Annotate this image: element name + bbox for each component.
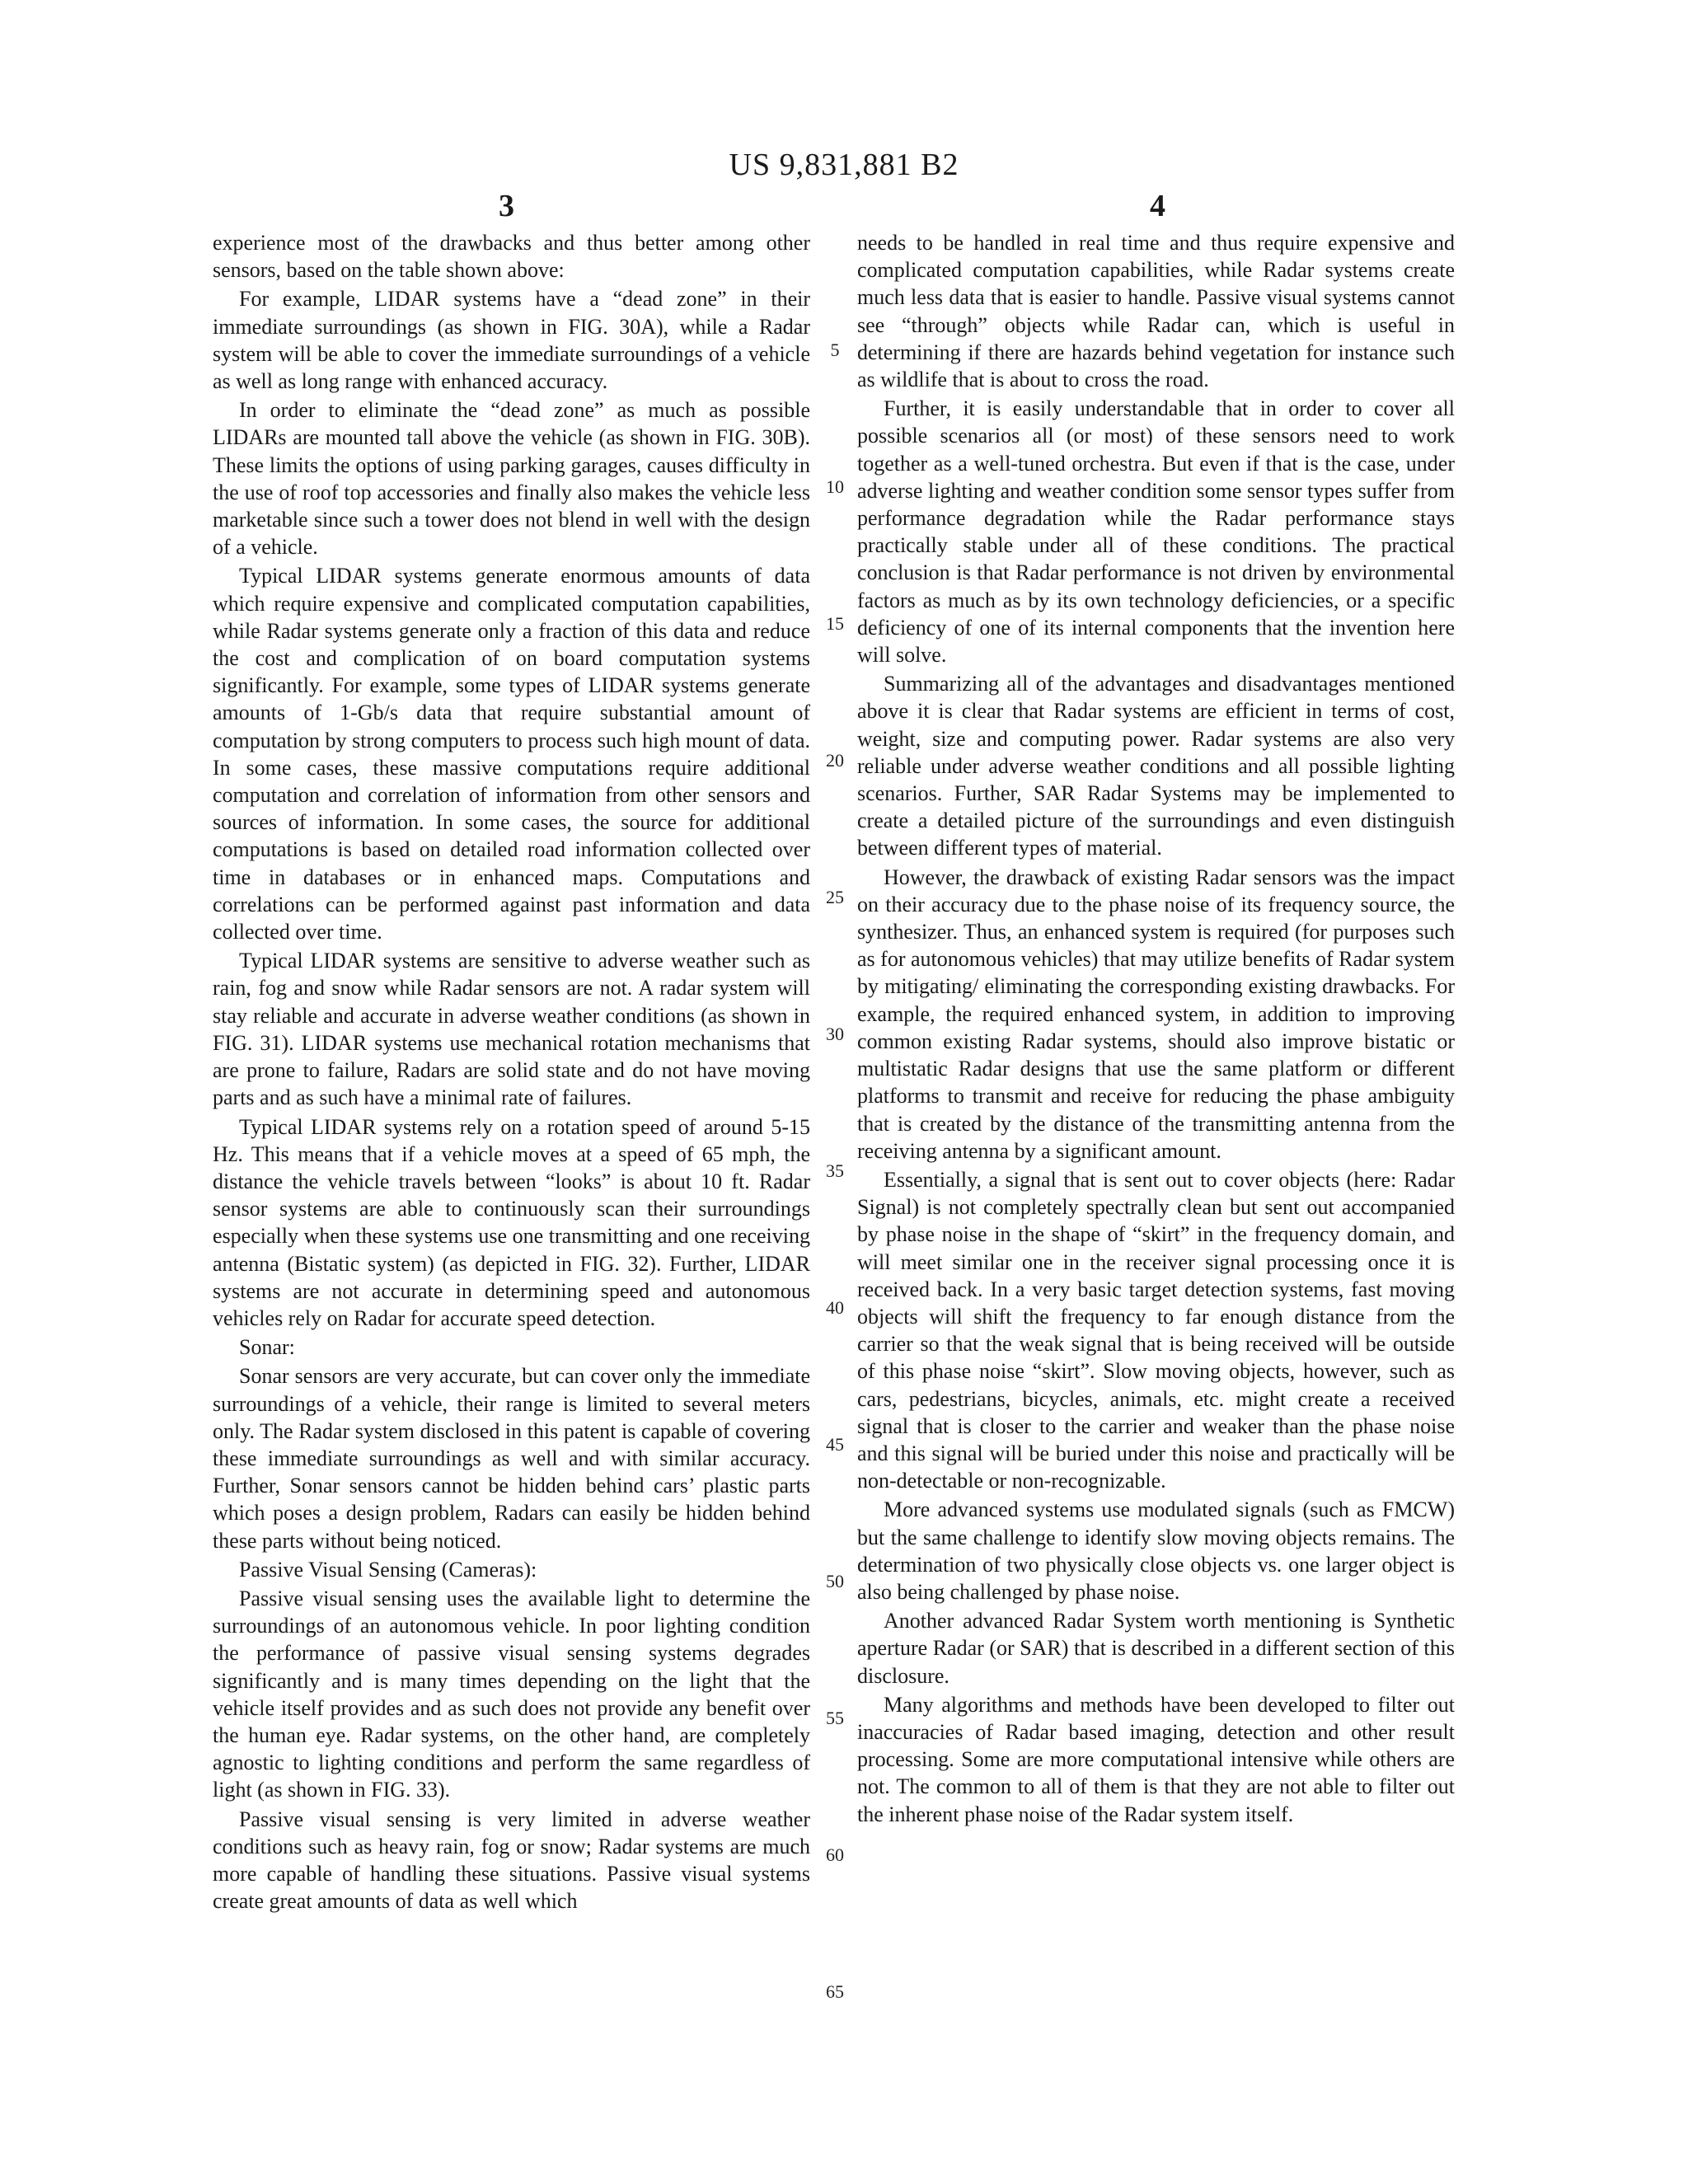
paragraph: More advanced systems use modulated signals (such as FMCW) but the same challenge to identify slow moving objects remains. The determination of two physically close objects vs. one larger object is also being challenged by phase noise. xyxy=(857,1497,1455,1604)
line-number: 30 xyxy=(826,1024,844,1044)
line-number: 40 xyxy=(826,1297,844,1318)
paragraph: In order to eliminate the “dead zone” as much as possible LIDARs are mounted tall above the vehicle (as shown in FIG. 30B). These limits the options of using parking garages, causes difficulty in the use of roof top accessories and finally also makes the vehicle less marketable since such a tower does not blend in well with the design of a vehicle. xyxy=(213,398,810,560)
line-number: 20 xyxy=(826,750,844,771)
paragraph: Sonar sensors are very accurate, but can cover only the immediate surroundings of a vehicle, their range is limited to several meters only. The Radar system disclosed in this patent is capable of covering these immediate surroundings as well and with similar accuracy. Further, Sonar sensors cannot be hidden behind cars’ plastic parts which poses a design problem, Radars can easily be hidden behind these parts without being noticed. xyxy=(213,1364,810,1553)
paragraph: Another advanced Radar System worth mentioning is Synthetic aperture Radar (or SAR) that is described in a different section of this disclosure. xyxy=(857,1609,1455,1688)
line-number: 65 xyxy=(826,1981,844,2002)
paragraph: needs to be handled in real time and thus require expensive and complicated computation capabilities, while Radar systems create much less data that is easier to handle. Passive visual systems cannot see “through” objects while Radar can, which is useful in determining if there are hazards behind vegetation for instance such as wildlife that is about to cross the road. xyxy=(857,231,1455,392)
line-number: 45 xyxy=(826,1434,844,1455)
paragraph: Essentially, a signal that is sent out to cover objects (here: Radar Signal) is not completely spectrally clean but sent out accompanied by phase noise in the shape of “skirt” in the frequency domain, and will meet similar one in the receiver signal processing once it is received back. In a very basic target detection systems, fast moving objects will shift the frequency to far enough distance from the carrier so that the weak signal that is being received will be outside of this phase noise “skirt”. Slow moving objects, however, such as cars, pedestrians, bicycles, animals, etc. might create a received signal that is closer to the carrier and weaker than the phase noise and this signal will be buried under this noise and practically will be non-detectable or non-recognizable. xyxy=(857,1167,1455,1493)
paragraph: Summarizing all of the advantages and disadvantages mentioned above it is clear that Radar systems are efficient in terms of cost, weight, size and computing power. Radar systems are also very reliable under adverse weather conditions and all possible lighting scenarios. Further, SAR Radar Systems may be implemented to create a detailed picture of the surroundings and even distinguish between different types of material. xyxy=(857,672,1455,860)
paragraph: Typical LIDAR systems are sensitive to adverse weather such as rain, fog and snow while Radar sensors are not. A radar system will stay reliable and accurate in adverse weather conditions (as shown in FIG. 31). LIDAR systems use mechanical rotation mechanisms that are prone to failure, Radars are solid state and do not have moving parts and as such have a minimal rate of failures. xyxy=(213,949,810,1110)
paragraph: experience most of the drawbacks and thus better among other sensors, based on the table shown above: xyxy=(213,231,810,283)
line-number: 35 xyxy=(826,1160,844,1181)
paragraph: Typical LIDAR systems rely on a rotation speed of around 5-15 Hz. This means that if a vehicle moves at a speed of 65 mph, the distance the vehicle travels between “looks” is about 10 ft. Radar sensor systems are able to continuously scan their surroundings especially when these systems use one transmitting and one receiving antenna (Bistatic system) (as depicted in FIG. 32). Further, LIDAR systems are not accurate in determining speed and autonomous vehicles rely on Radar for accurate speed detection. xyxy=(213,1114,810,1330)
section-heading: Passive Visual Sensing (Cameras): xyxy=(239,1557,537,1582)
line-number: 50 xyxy=(826,1571,844,1591)
section-heading: Sonar: xyxy=(239,1335,295,1360)
line-number-gutter xyxy=(821,0,851,2184)
paragraph: For example, LIDAR systems have a “dead zone” in their immediate surroundings (as shown in FIG. 30A), while a Radar system will be able to cover the immediate surroundings of a vehicle as well as long range with enhanced accuracy. xyxy=(213,287,810,394)
line-number: 5 xyxy=(830,340,840,360)
left-page-number: 3 xyxy=(499,189,514,223)
patent-number: US 9,831,881 B2 xyxy=(729,148,959,182)
line-number: 55 xyxy=(826,1708,844,1728)
paragraph: Typical LIDAR systems generate enormous amounts of data which require expensive and complicated computation capabilities, while Radar systems generate only a fraction of this data and reduce the cost and complication of on board computation systems significantly. For example, some types of LIDAR systems generate amounts of 1-Gb/s data that require substantial amount of computation by strong computers to process such high mount of data. In some cases, these massive computations require additional computation and correlation of information from other sensors and sources of information. In some cases, the source for additional computations is based on detailed road information collected over time in databases or in enhanced maps. Computations and correlations can be performed against past information and data collected over time. xyxy=(213,564,810,944)
right-page-number: 4 xyxy=(1150,189,1165,223)
line-number: 60 xyxy=(826,1844,844,1865)
paragraph: Further, it is easily understandable that in order to cover all possible scenarios all (or most) of these sensors need to work together as a well-tuned orchestra. But even if that is the case, under adverse lighting and weather condition some sensor types suffer from performance degradation while the Radar performance stays practically stable under all of these conditions. The practical conclusion is that Radar performance is not driven by environmental factors as much as by its own technology deficiencies, or a specific deficiency of one of its internal components that the invention here will solve. xyxy=(857,396,1455,668)
line-number: 15 xyxy=(826,613,844,634)
line-number: 10 xyxy=(826,476,844,497)
right-column xyxy=(857,229,1455,1830)
paragraph: Passive visual sensing uses the available light to determine the surroundings of an autonomous vehicle. In poor lighting condition the performance of passive visual sensing systems degrades significantly and is many times depending on the light that the vehicle itself provides and as such does not provide any benefit over the human eye. Radar systems, on the other hand, are completely agnostic to lighting conditions and perform the same regardless of light (as shown in FIG. 33). xyxy=(213,1586,810,1802)
left-column xyxy=(213,229,810,1916)
line-number: 25 xyxy=(826,887,844,907)
paragraph: Many algorithms and methods have been developed to filter out inaccuracies of Radar based imaging, detection and other result processing. Some are more computational intensive while others are not. The common to all of them is that they are not able to filter out the inherent phase noise of the Radar system itself. xyxy=(857,1692,1455,1826)
paragraph: Passive visual sensing is very limited in adverse weather conditions such as heavy rain, fog or snow; Radar systems are much more capable of handling these situations. Passive visual systems create great amounts of data as well which xyxy=(213,1807,810,1914)
paragraph: However, the drawback of existing Radar sensors was the impact on their accuracy due to the phase noise of its frequency source, the synthesizer. Thus, an enhanced system is required (for purposes such as for autonomous vehicles) that may utilize benefits of Radar system by mitigating/ eliminating the corresponding existing drawbacks. For example, the required enhanced system, in addition to improving common existing Radar systems, should also improve bistatic or multistatic Radar designs that use the same platform or different platforms to transmit and receive for reducing the phase ambiguity that is created by the distance of the transmitting antenna from the receiving antenna by a significant amount. xyxy=(857,865,1455,1163)
